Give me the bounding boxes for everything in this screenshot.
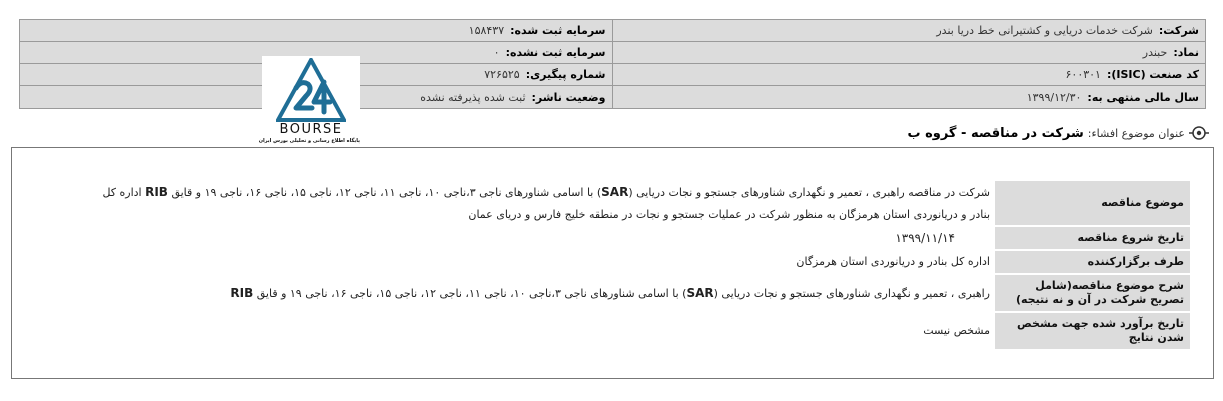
target-icon (1189, 123, 1209, 143)
disclosure-subject (908, 123, 1210, 143)
estimate-row (90, 312, 1190, 350)
start-date-row (90, 226, 1190, 250)
description-label: شرح موضوع مناقصه(شامل تصریح شرکت در آن و نه نتیجه) (995, 274, 1190, 312)
description-rib: RIB (230, 285, 254, 300)
organizer-row (90, 250, 1190, 274)
info-row-company (20, 20, 1205, 42)
start-date-value: ۱۳۹۹/۱۱/۱۴ (895, 231, 955, 245)
company-name-cell (613, 20, 1206, 41)
registered-capital-cell (20, 20, 613, 41)
symbol-label: نماد: (1173, 46, 1199, 59)
tracking-number-value: ۷۲۶۵۲۵ (484, 68, 520, 81)
fiscal-year-cell (613, 86, 1206, 108)
info-row-fiscal-year (20, 86, 1205, 108)
estimate-label: تاریخ برآورد شده جهت مشخص شدن نتایج (995, 312, 1190, 350)
isic-label: کد صنعت (ISIC): (1106, 68, 1199, 81)
info-row-isic (20, 64, 1205, 86)
fiscal-year-value: ۱۳۹۹/۱۲/۳۰ (1026, 90, 1082, 104)
tender-subject-rib: RIB (145, 185, 168, 199)
tender-subject-text-2: ) با اسامی شناورهای ناجی ۳،ناجی ۱۰، ناجی ۱۱، ناجی ۱۲، ناجی ۱۵، ناجی ۱۶، ناجی ۱۹ و قایق (167, 186, 602, 199)
organizer-label: طرف برگزارکننده (995, 250, 1190, 274)
isic-cell (613, 64, 1206, 85)
tender-details-table (90, 181, 1190, 351)
description-row (90, 274, 1190, 312)
bourse-logo (258, 56, 360, 149)
symbol-cell (613, 42, 1206, 63)
fiscal-year-label: سال مالی منتهی به: (1087, 90, 1199, 104)
bourse-logo-subtitle: پایگاه اطلاع رسانی و تحلیلی بورس ایران (258, 138, 360, 144)
bourse-logo-mark-icon (276, 58, 346, 122)
tender-subject-label: موضوع مناقصه (995, 181, 1190, 226)
unregistered-capital-label: سرمایه ثبت نشده: (505, 46, 606, 59)
symbol-value: حبندر (1142, 46, 1168, 59)
bourse-logo-word: BOURSE (279, 122, 343, 137)
registered-capital-label: سرمایه ثبت شده: (510, 24, 606, 37)
start-date-label: تاریخ شروع مناقصه (995, 226, 1190, 250)
unregistered-capital-value: ۰ (493, 46, 500, 59)
tender-subject-text-3: اداره کل بنادر و دریانوردی استان هرمزگان به منظور شرکت در عملیات جستجو و نجات در منطقه خلیج فارس و دریای عمان (102, 186, 990, 221)
tender-subject-value (90, 181, 995, 226)
tender-subject-sar: SAR (601, 185, 629, 199)
isic-value: ۶۰۰۳۰۱ (1065, 68, 1101, 81)
tracking-number-label: شماره پیگیری: (525, 68, 606, 81)
company-info-table (19, 19, 1206, 109)
description-value (90, 274, 995, 312)
tender-subject-row (90, 181, 1190, 226)
company-label: شرکت: (1158, 24, 1199, 37)
organizer-value: اداره کل بنادر و دریانوردی استان هرمزگان (796, 255, 990, 268)
tender-details-box (11, 147, 1214, 379)
publisher-status-value: ثبت شده پذیرفته نشده (420, 90, 526, 104)
publisher-status-label: وضعیت ناشر: (531, 90, 606, 104)
estimate-value: مشخص نیست (923, 324, 990, 337)
disclosure-subject-prefix: عنوان موضوع افشاء: (1087, 126, 1185, 140)
description-sar: SAR (686, 285, 714, 300)
registered-capital-value: ۱۵۸۴۳۷ (468, 24, 505, 37)
description-text-2: ) با اسامی شناورهای ناجی ۳،ناجی ۱۰، ناجی ۱۱، ناجی ۱۲، ناجی ۱۵، ناجی ۱۶، ناجی ۱۹ و قایق (253, 286, 687, 300)
info-row-symbol (20, 42, 1205, 64)
tender-subject-text-1: شرکت در مناقصه راهبری ، تعمیر و نگهداری شناورهای جستجو و نجات دریایی ( (628, 186, 990, 199)
description-text-1: راهبری ، تعمیر و نگهداری شناورهای جستجو و نجات دریایی ( (713, 286, 990, 300)
disclosure-subject-title: شرکت در مناقصه - گروه ب (907, 125, 1084, 141)
company-value: شرکت خدمات دریایی و کشتیرانی خط دریا بندر (936, 24, 1153, 37)
